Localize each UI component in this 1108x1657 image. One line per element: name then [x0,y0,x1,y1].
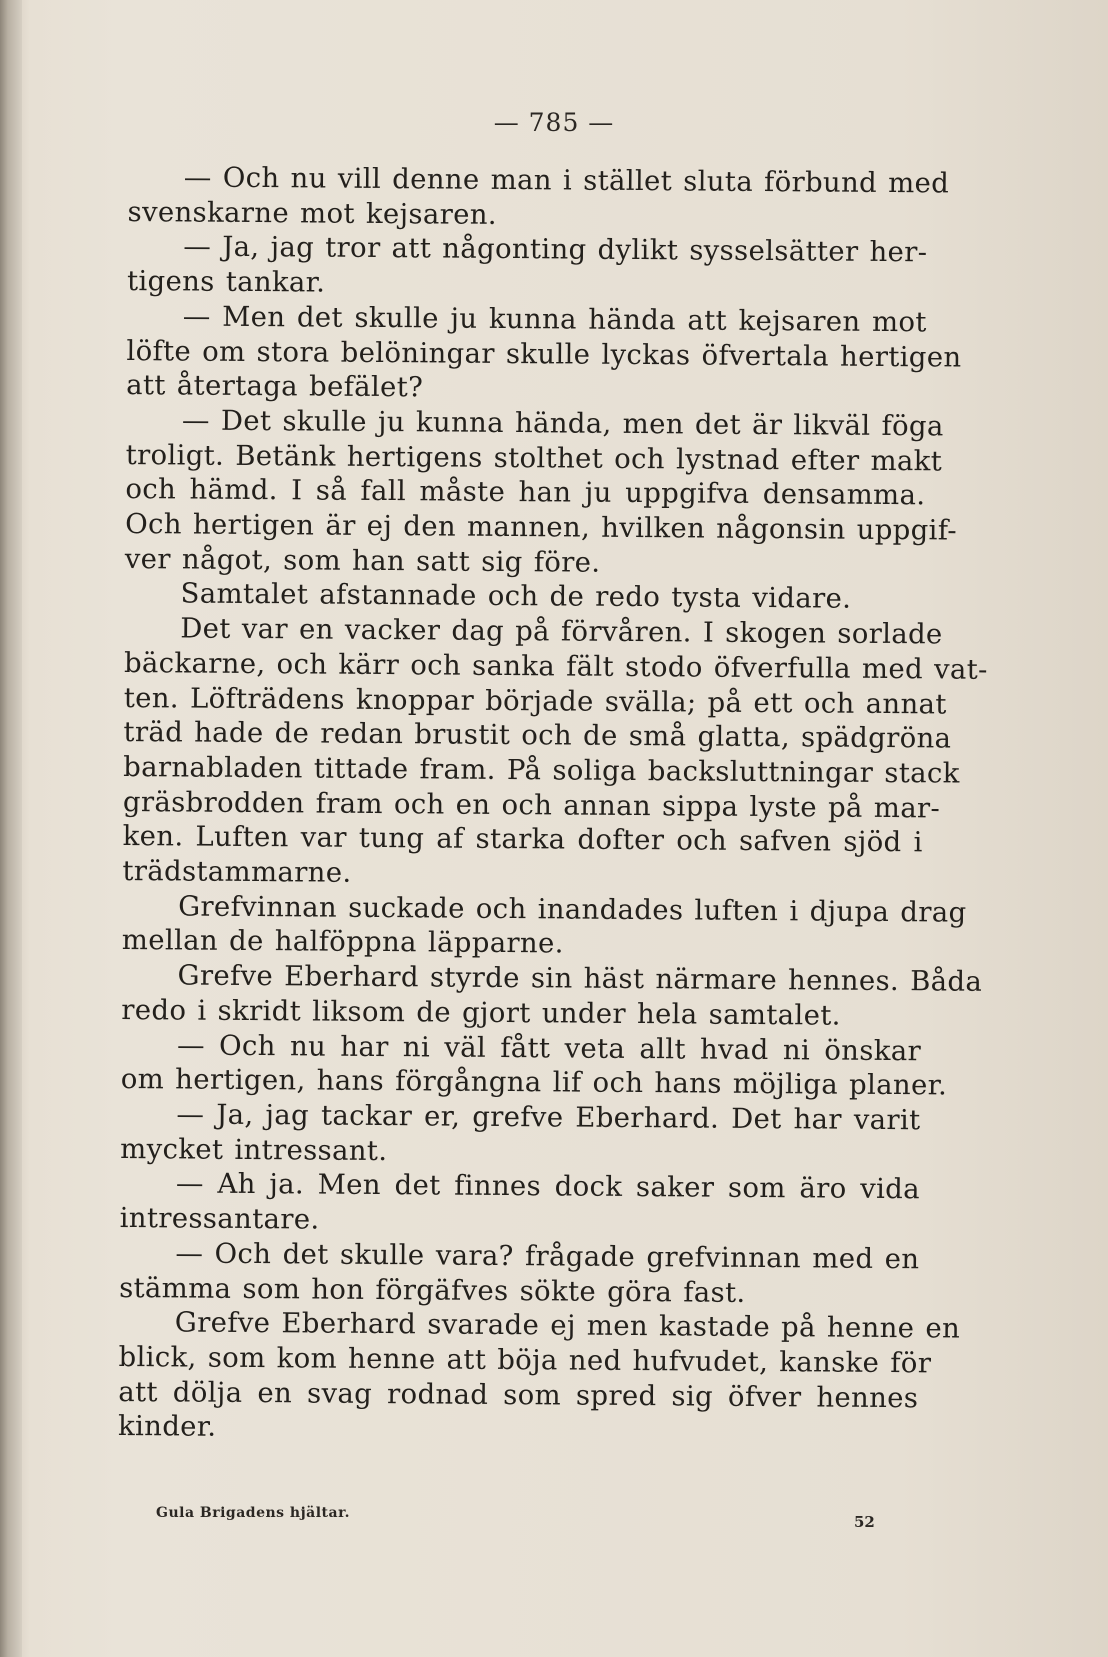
page-number: — 785 — [493,108,615,137]
text-line: Och hertigen är ej den mannen, hvilken någonsin uppgif- [125,508,958,547]
text-line: — Men det skulle ju kunna hända att kejsaren mot [182,300,927,339]
text-line: — Ja, jag tror att någonting dylikt sysselsätter her- [183,230,928,269]
text-line: Samtalet afstannade och de redo tysta vidare. [180,577,852,616]
text-line: barnabladen tittade fram. På soliga backsluttningar stack [123,750,960,790]
text-line: — Och nu har ni väl fått veta allt hvad ni önskar [176,1028,922,1067]
text-line: om hertigen, hans förgångna lif och hans möjliga planer. [120,1063,948,1102]
text-line: bäckarne, och kärr och sanka fält stodo öfverfulla med vat- [123,646,988,686]
text-line: blick, som kom henne att böja ned hufvudet, kanske för [118,1340,932,1380]
text-line: stämma som hon förgäfves sökte göra fast. [119,1271,746,1309]
text-line: mellan de halföppna läpparne. [121,924,564,960]
text-line: — Ja, jag tackar er, grefve Eberhard. Det har varit [176,1098,921,1137]
text-line: och hämd. I så fall måste han ju uppgifva densamma. [125,473,926,512]
book-title-footer: Gula Brigadens hjältar. [156,1505,351,1521]
text-line: — Och nu vill denne man i stället sluta förbund med [183,161,950,200]
text-line: Grefve Eberhard styrde sin häst närmare hennes. Båda [177,959,983,998]
text-line: Grefve Eberhard svarade ej men kastade på henne en [174,1306,961,1345]
text-line: löfte om stora belöningar skulle lyckas öfvertala hertigen [126,334,962,374]
text-line: — Det skulle ju kunna hända, men det är likväl föga [181,404,944,443]
text-line: att återtaga befälet? [126,369,424,404]
text-line: ten. Löfträdens knoppar började svälla; på ett och annat [123,681,947,720]
text-line: Grefvinnan suckade och inandades luften i djupa drag [178,890,967,929]
text-line: intressantare. [119,1202,320,1236]
text-line: trädstammarne. [122,855,352,889]
signature-mark: 52 [854,1513,875,1531]
text-line: mycket intressant. [120,1132,388,1167]
body-text [117,160,988,1450]
text-line: svenskarne mot kejsaren. [127,195,498,231]
text-line: att dölja en svag rodnad som spred sig öfver hennes [118,1375,919,1414]
text-line: ver något, som han satt sig före. [124,542,601,579]
text-line: — Och det skulle vara? frågade grefvinnan med en [175,1237,920,1276]
text-line: Det var en vacker dag på förvåren. I skogen sorlade [180,612,943,651]
book-spine-shadow [0,0,22,1657]
text-line: redo i skridt liksom de gjort under hela samtalet. [121,993,841,1032]
text-line: — Ah ja. Men det finnes dock saker som äro vida [175,1167,921,1206]
text-line: gräsbrodden fram och en och annan sippa lyste på mar- [122,785,941,825]
text-line: träd hade de redan brustit och de små glatta, spädgröna [123,716,952,755]
text-line: kinder. [117,1410,217,1444]
text-line: tigens tankar. [126,265,326,299]
text-line: troligt. Betänk hertigens stolthet och lystnad efter makt [125,438,943,478]
text-line: ken. Luften var tung af starka dofter och safven sjöd i [122,820,923,859]
